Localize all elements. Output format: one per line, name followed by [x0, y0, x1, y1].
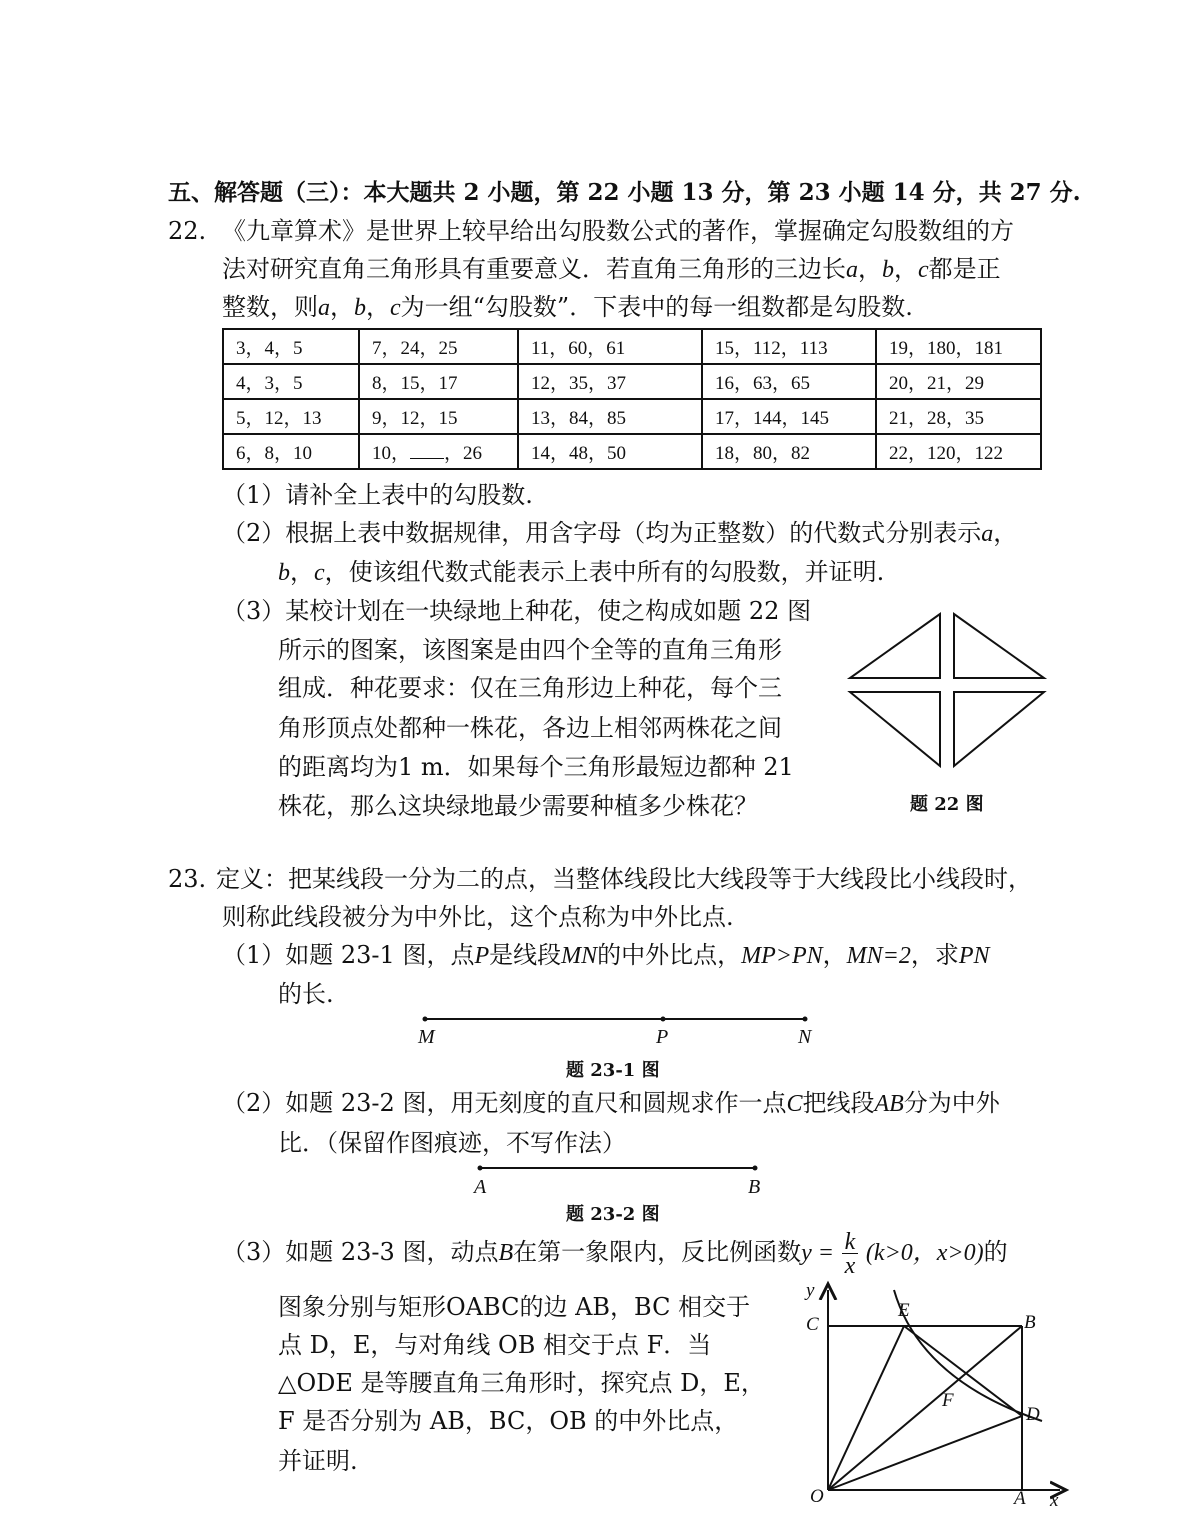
q22-part2-line2: b，c，使该组代数式能表示上表中所有的勾股数，并证明. — [278, 558, 885, 586]
q23-part2-line1: （2）如题 23-2 图，用无刻度的直尺和圆规求作一点C把线段AB分为中外 — [222, 1089, 1000, 1117]
table-cell: 11，60，61 — [518, 329, 702, 364]
figure-23-2-caption: 题 23-2 图 — [566, 1204, 660, 1225]
pythagorean-table — [222, 328, 1042, 470]
table-row — [223, 399, 1041, 434]
table-cell: 17，144，145 — [702, 399, 876, 434]
table-row — [223, 364, 1041, 399]
point-label-b: B — [748, 1176, 761, 1198]
table-cell: 14，48，50 — [518, 434, 702, 469]
table-cell: 7，24，25 — [359, 329, 518, 364]
q23-part1-line1: （1）如题 23-1 图，点P是线段MN的中外比点，MP>PN，MN=2，求PN — [222, 941, 990, 969]
table-cell: 12，35，37 — [518, 364, 702, 399]
q23-def-line1: 定义：把某线段一分为二的点，当整体线段比大线段等于大线段比小线段时， — [216, 865, 1032, 893]
q23-part3-line1: （3）如题 23-3 图，动点B在第一象限内，反比例函数y = $\frac{k}{x}$ (k>0，x>0)的 — [222, 1229, 1008, 1279]
section-heading: 五、解答题（三）：本大题共 2 小题，第 22 小题 13 分，第 23 小题 14 分，共 27 分. — [168, 179, 1081, 206]
table-cell: 9，12，15 — [359, 399, 518, 434]
table-cell: 4，3，5 — [223, 364, 359, 399]
q22-number: 22. — [168, 217, 207, 245]
table-cell: 13，84，85 — [518, 399, 702, 434]
q23-def-line2: 则称此线段被分为中外比，这个点称为中外比点. — [222, 903, 734, 931]
q22-part3-line: （3）某校计划在一块绿地上种花，使之构成如题 22 图 — [222, 597, 812, 625]
figure-23-3-diagram — [790, 1276, 1080, 1512]
table-cell: 21，28，35 — [876, 399, 1041, 434]
table-cell: 19，180，181 — [876, 329, 1041, 364]
axis-label-x: x — [1050, 1490, 1059, 1511]
figure-22-caption: 题 22 图 — [910, 794, 984, 815]
q22-part1: （1）请补全上表中的勾股数. — [222, 481, 533, 509]
figure-23-1-caption: 题 23-1 图 — [566, 1060, 660, 1081]
q22-intro-line3: 整数，则a，b，c为一组“勾股数”．下表中的每一组数都是勾股数. — [222, 293, 913, 321]
figure-22-diagram — [840, 606, 1060, 786]
q23-part3-line: 并证明. — [278, 1447, 358, 1475]
table-row — [223, 329, 1041, 364]
table-cell: 8，15，17 — [359, 364, 518, 399]
q23-part3-line: △ODE 是等腰直角三角形时，探究点 D，E， — [278, 1369, 765, 1397]
q22-part3-line: 所示的图案，该图案是由四个全等的直角三角形 — [278, 636, 782, 664]
point-label-e: E — [898, 1300, 910, 1321]
table-cell: 5，12，13 — [223, 399, 359, 434]
q23-part3-line: 图象分别与矩形OABC的边 AB，BC 相交于 — [278, 1293, 751, 1321]
q23-part2-line2: 比．（保留作图痕迹，不写作法） — [278, 1129, 626, 1157]
axis-label-y: y — [806, 1280, 815, 1301]
answer-blank[interactable] — [410, 442, 444, 459]
q22-intro-line1: 《九章算术》是世界上较早给出勾股数公式的著作，掌握确定勾股数组的方 — [222, 217, 1014, 245]
q22-part2-line1: （2）根据上表中数据规律，用含字母（均为正整数）的代数式分别表示a， — [222, 519, 1018, 547]
table-cell: 20，21，29 — [876, 364, 1041, 399]
point-label-a-fig3: A — [1014, 1488, 1026, 1509]
table-cell-blank[interactable]: 10， ，26 — [359, 434, 518, 469]
table-cell: 6，8，10 — [223, 434, 359, 469]
figure-23-2-diagram — [470, 1160, 770, 1180]
q23-part1-line2: 的长. — [278, 980, 334, 1008]
q22-part3-line: 的距离均为1 m．如果每个三角形最短边都种 21 — [278, 753, 794, 781]
point-label-a: A — [474, 1176, 487, 1198]
point-label-b-fig3: B — [1024, 1312, 1036, 1333]
point-label-m: M — [418, 1026, 435, 1048]
q22-part3-line: 株花，那么这块绿地最少需要种植多少株花？ — [278, 792, 758, 820]
point-label-o: O — [810, 1486, 824, 1507]
q23-number: 23. — [168, 865, 207, 893]
table-cell: 3，4，5 — [223, 329, 359, 364]
figure-23-1-diagram — [410, 1010, 830, 1050]
point-label-f: F — [942, 1390, 954, 1411]
table-cell: 16，63，65 — [702, 364, 876, 399]
point-label-d: D — [1026, 1404, 1040, 1425]
point-label-p: P — [656, 1026, 669, 1048]
point-label-n: N — [798, 1026, 812, 1048]
fraction-k-over-x: $\frac{k}{x}$ — [842, 1230, 859, 1277]
q22-part3-line: 角形顶点处都种一株花，各边上相邻两株花之间 — [278, 714, 782, 742]
table-row — [223, 434, 1041, 469]
table-cell: 18，80，82 — [702, 434, 876, 469]
table-cell: 22，120，122 — [876, 434, 1041, 469]
q23-part3-line: F 是否分别为 AB，BC，OB 的中外比点， — [278, 1407, 739, 1435]
point-label-c: C — [806, 1314, 819, 1335]
q23-part3-line: 点 D，E，与对角线 OB 相交于点 F．当 — [278, 1331, 712, 1359]
q22-intro-line2: 法对研究直角三角形具有重要意义．若直角三角形的三边长a，b，c都是正 — [222, 255, 1001, 283]
table-cell: 15，112，113 — [702, 329, 876, 364]
q22-part3-line: 组成．种花要求：仅在三角形边上种花，每个三 — [278, 674, 782, 702]
